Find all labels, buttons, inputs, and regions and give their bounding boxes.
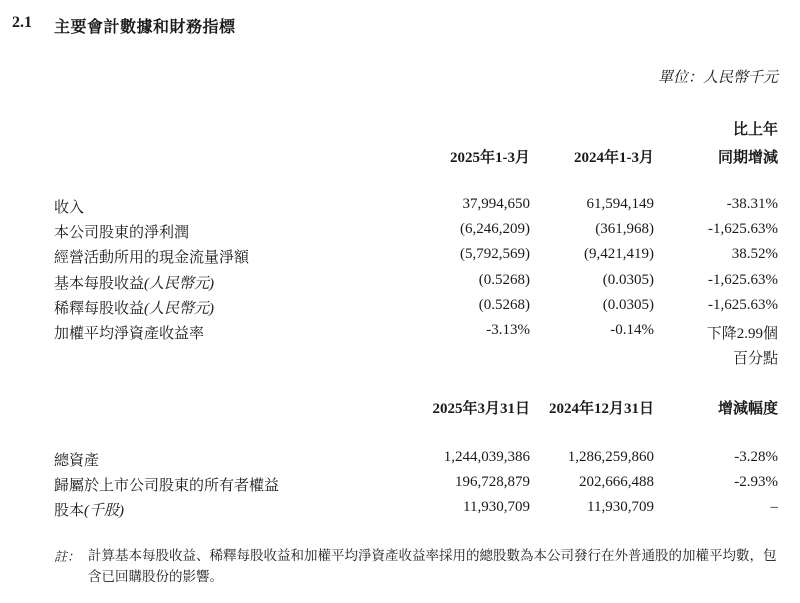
cell-col2: (9,421,419): [584, 246, 654, 262]
cell-col2: 61,594,149: [586, 196, 654, 212]
table2-header-col1: 2025年3月31日: [432, 401, 530, 417]
cell-col2: -0.14%: [610, 322, 654, 338]
cell-col1: (6,246,209): [460, 221, 530, 237]
note-text: 計算基本每股收益、稀釋每股收益和加權平均淨資產收益率採用的總股數為本公司發行在外普通股的加權平均數，包含已回購股份的影響。: [88, 548, 777, 584]
cell-col2: 202,666,488: [579, 474, 654, 490]
row-label: 本公司股東的淨利潤: [54, 225, 190, 241]
row-label: 加權平均淨資產收益率: [54, 326, 205, 342]
cell-col1: (5,792,569): [460, 246, 530, 262]
table1-header-col1: 2025年1-3月: [450, 150, 530, 166]
table1-header-col3-line1: 比上年: [732, 122, 778, 138]
cell-col3: -1,625.63%: [708, 272, 778, 288]
row-label-unit: (人民幣元): [144, 301, 215, 317]
cell-col3: -2.93%: [734, 474, 778, 490]
row-label: [54, 297, 214, 318]
cell-col2: (0.0305): [602, 272, 654, 288]
row-label: [54, 272, 214, 293]
row-label: 總資產: [54, 453, 100, 469]
cell-col3-line2: 百分點: [732, 351, 778, 367]
cell-col3: 下降2.99個: [706, 326, 778, 342]
cell-col1: 1,244,039,386: [443, 449, 530, 465]
table1-header-col3-line2: 同期增減: [717, 150, 778, 166]
cell-col1: -3.13%: [486, 322, 530, 338]
cell-col3: -1,625.63%: [708, 297, 778, 313]
cell-col2: 11,930,709: [587, 499, 654, 515]
note-mark: 註：: [54, 549, 81, 564]
cell-col2: 1,286,259,860: [567, 449, 654, 465]
cell-col1: (0.5268): [478, 272, 530, 288]
row-label: [54, 499, 124, 520]
cell-col1: (0.5268): [478, 297, 530, 313]
table2-header-col3: 增減幅度: [717, 401, 778, 417]
cell-col1: 11,930,709: [463, 499, 530, 515]
cell-col1: 37,994,650: [462, 196, 530, 212]
cell-col1: 196,728,879: [455, 474, 530, 490]
cell-col2: (0.0305): [602, 297, 654, 313]
row-label: 歸屬於上市公司股東的所有者權益: [54, 478, 280, 494]
row-label: 經營活動所用的現金流量淨額: [54, 250, 250, 266]
row-label-unit: (千股): [84, 503, 125, 519]
row-label-main: 股本: [54, 503, 85, 519]
cell-col3: -38.31%: [726, 196, 778, 212]
cell-col2: (361,968): [595, 221, 654, 237]
section-title: 主要會計數據和財務指標: [54, 19, 236, 36]
row-label-main: 稀釋每股收益: [54, 301, 145, 317]
cell-col3: -3.28%: [734, 449, 778, 465]
table1-header-col2: 2024年1-3月: [574, 150, 654, 166]
table2-header-col2: 2024年12月31日: [548, 401, 654, 417]
section-number: 2.1: [12, 14, 32, 31]
row-label: 收入: [54, 200, 85, 216]
row-label-main: 基本每股收益: [54, 276, 145, 292]
cell-col3: 38.52%: [731, 246, 778, 262]
cell-col3: –: [770, 499, 778, 515]
cell-col3: -1,625.63%: [708, 221, 778, 237]
unit-label: 單位：人民幣千元: [657, 70, 778, 86]
row-label-unit: (人民幣元): [144, 276, 215, 292]
